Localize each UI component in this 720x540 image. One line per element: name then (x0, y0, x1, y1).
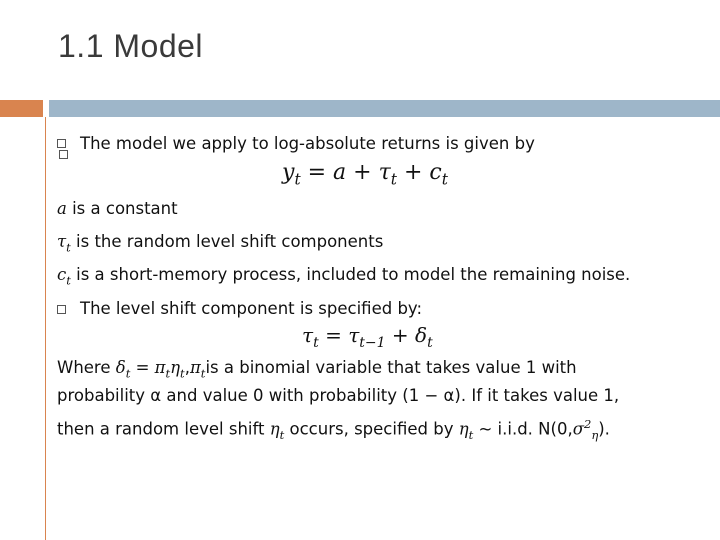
definition-a: a is a constant (57, 199, 178, 218)
definition-tau: $\tau_t$ is the random level shift components (57, 232, 384, 255)
vertical-rule (45, 117, 46, 540)
bullet-text-model: The model we apply to log-absolute returns is given by (80, 134, 535, 153)
accent-bar-blue (49, 100, 720, 117)
equation-level-shift: $\tau_t = \tau_{t-1} + \delta_t$ (302, 323, 433, 351)
bullet-square-icon (57, 139, 66, 148)
bullet-square-icon (57, 305, 66, 314)
bullet-square-icon (59, 150, 68, 159)
slide-title: 1.1 Model (58, 28, 204, 64)
paragraph-line-3: then a random level shift $\eta_t$ occurs, specified by $\eta_t$ ~ i.i.d. $N(0,\sigma^2_\eta)$. (57, 417, 610, 442)
equation-model: $y_t = a + \tau_t + c_t$ (282, 160, 448, 189)
paragraph-line-1: Where $\delta_t = \pi_t\eta_t,\pi_tis$ a binomial variable that takes value 1 with (57, 358, 577, 381)
bullet-text-level-shift: The level shift component is specified by: (80, 299, 423, 318)
paragraph-line-2: probability α and value 0 with probability (1 − α). If it takes value 1, (57, 386, 620, 405)
accent-bar-orange (0, 100, 43, 117)
definition-c: $c_t$ is a short-memory process, included to model the remaining noise. (57, 265, 631, 288)
